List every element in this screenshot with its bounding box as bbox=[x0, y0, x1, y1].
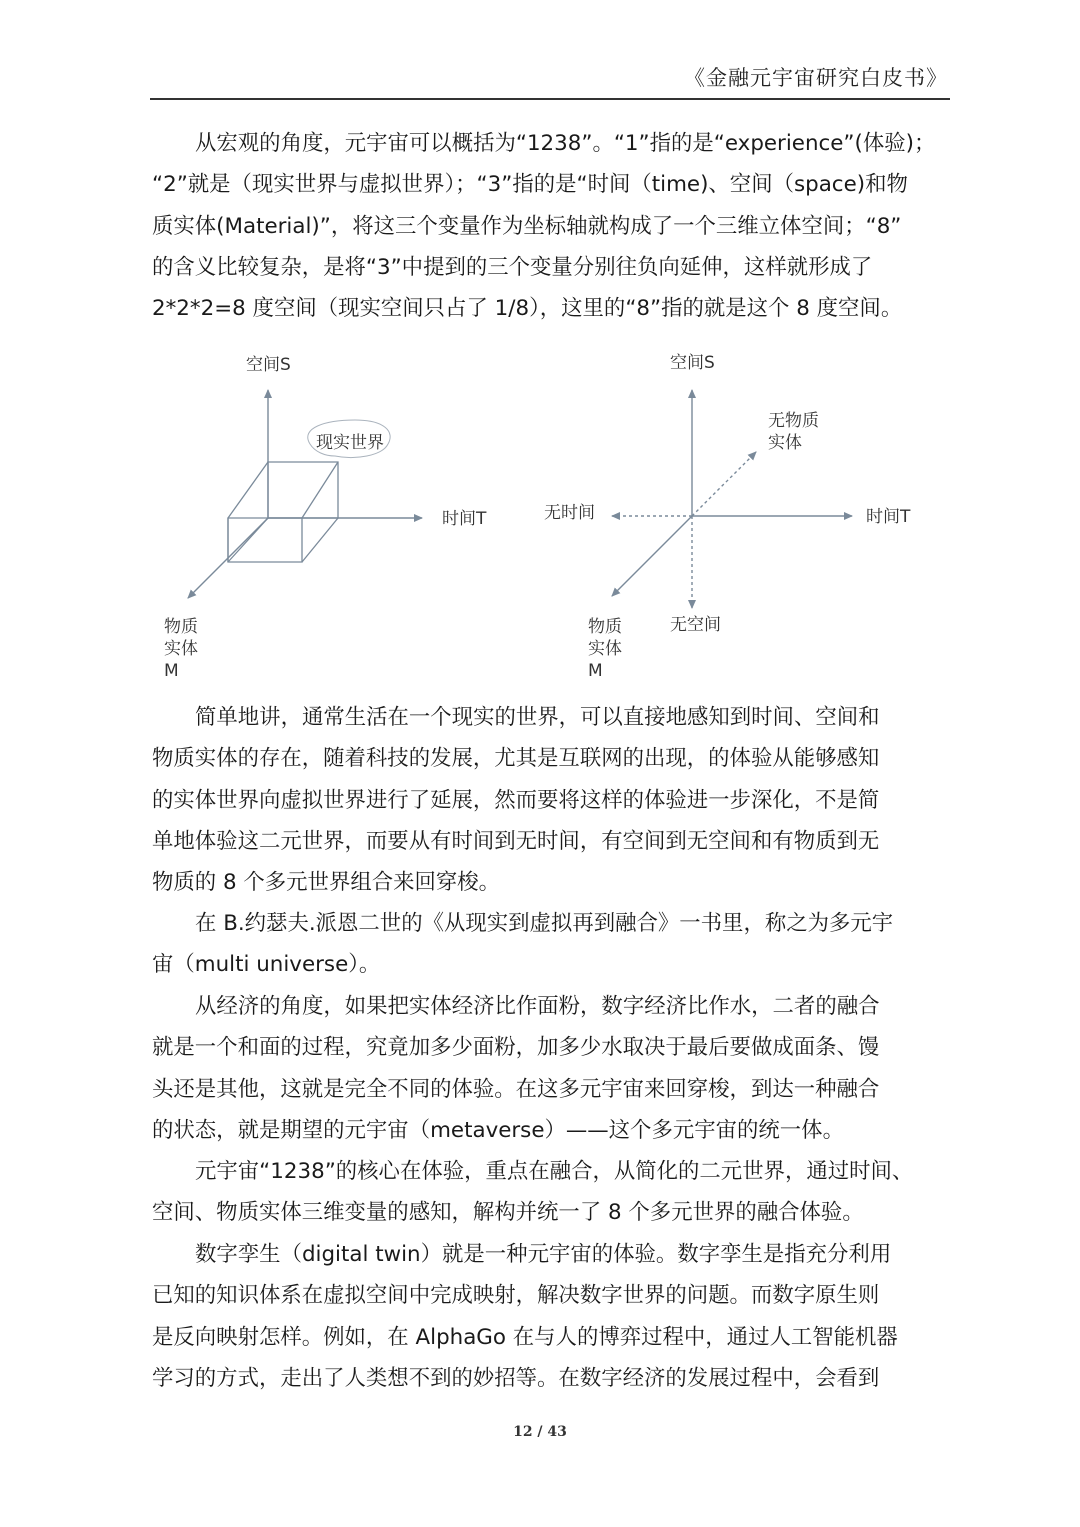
label-matter-2: 实体 bbox=[588, 639, 622, 659]
label-matter-m: M bbox=[588, 661, 603, 680]
text-line: 学习的方式，走出了人类想不到的妙招等。在数字经济的发展过程中，会看到 bbox=[152, 1365, 880, 1391]
right-matter-axis bbox=[612, 516, 692, 596]
label-matter-1: 物质 bbox=[588, 617, 622, 637]
paragraph-multi-universe bbox=[152, 903, 952, 986]
right-axes bbox=[544, 353, 911, 680]
text-line: 从宏观的角度，元宇宙可以概括为“1238”。“1”指的是“experience”(体验)； bbox=[195, 131, 936, 156]
label-time-t: 时间T bbox=[442, 509, 487, 529]
text-line: “2”就是（现实世界与虚拟世界）；“3”指的是“时间（time)、空间（space)和物 bbox=[152, 172, 908, 198]
text-line: 就是一个和面的过程，究竟加多少面粉，加多少水取决于最后要做成面条、馒 bbox=[152, 1035, 880, 1061]
text-line: 是反向映射怎样。例如，在 AlphaGo 在与人的博弈过程中，通过人工智能机器 bbox=[152, 1324, 898, 1350]
text-line: 已知的知识体系在虚拟空间中完成映射，解决数字世界的问题。而数字原生则 bbox=[152, 1283, 880, 1309]
page-number: 12 / 43 bbox=[513, 1424, 567, 1440]
text-line: 宙（multi universe）。 bbox=[152, 952, 381, 978]
text-line: 单地体验这二元世界，而要从有时间到无时间，有空间到无空间和有物质到无 bbox=[152, 828, 880, 854]
text-line: 简单地讲，通常生活在一个现实的世界，可以直接地感知到时间、空间和 bbox=[195, 705, 880, 730]
figure-3d-axes bbox=[150, 340, 950, 684]
reality-cube bbox=[228, 462, 338, 562]
text-line: 质实体(Material)”，将这三个变量作为坐标轴就构成了一个三维立体空间；“8” bbox=[152, 213, 902, 239]
text-line: 的含义比较复杂，是将“3”中提到的三个变量分别往负向延伸，这样就形成了 bbox=[152, 254, 873, 280]
text-line: 2*2*2=8 度空间（现实空间只占了 1/8），这里的“8”指的就是这个 8 度空间。 bbox=[152, 296, 903, 322]
text-line: 在 B.约瑟夫.派恩二世的《从现实到虚拟再到融合》一书里，称之为多元宇 bbox=[195, 911, 894, 936]
label-reality-world: 现实世界 bbox=[316, 433, 384, 453]
left-axes bbox=[164, 355, 487, 680]
text-line: 从经济的角度，如果把实体经济比作面粉，数字经济比作水，二者的融合 bbox=[195, 994, 880, 1019]
label-time-t: 时间T bbox=[866, 507, 911, 527]
text-line: 元宇宙“1238”的核心在体验，重点在融合，从简化的二元世界，通过时间、 bbox=[195, 1159, 914, 1184]
neg-matter-axis bbox=[692, 452, 756, 516]
paragraph-simple-explanation bbox=[152, 697, 952, 903]
axes-diagram bbox=[150, 340, 950, 680]
header-title: 《金融元宇宙研究白皮书》 bbox=[684, 66, 948, 90]
label-matter-m: M bbox=[164, 661, 179, 680]
paragraph-economy bbox=[152, 986, 952, 1151]
label-space-s: 空间S bbox=[670, 353, 715, 373]
label-matter-2: 实体 bbox=[164, 639, 198, 659]
text-line: 的状态，就是期望的元宇宙（metaverse）——这个多元宇宙的统一体。 bbox=[152, 1117, 844, 1143]
label-matter-1: 物质 bbox=[164, 617, 198, 637]
paragraph-core-1238 bbox=[152, 1151, 952, 1234]
text-line: 物质的 8 个多元世界组合来回穿梭。 bbox=[152, 870, 501, 896]
label-no-matter-1: 无物质 bbox=[768, 411, 819, 431]
text-line: 数字孪生（digital twin）就是一种元宇宙的体验。数字孪生是指充分利用 bbox=[195, 1242, 892, 1267]
header-divider bbox=[150, 98, 950, 100]
text-line: 头还是其他，这就是完全不同的体验。在这多元宇宙来回穿梭，到达一种融合 bbox=[152, 1076, 880, 1102]
text-line: 的实体世界向虚拟世界进行了延展，然而要将这样的体验进一步深化，不是简 bbox=[152, 787, 880, 813]
text-line: 物质实体的存在，随着科技的发展，尤其是互联网的出现，的体验从能够感知 bbox=[152, 746, 880, 772]
label-space-s: 空间S bbox=[246, 355, 291, 375]
paragraph-digital-twin bbox=[152, 1234, 952, 1399]
label-no-matter-2: 实体 bbox=[768, 433, 802, 453]
text-line: 空间、物质实体三维变量的感知，解构并统一了 8 个多元世界的融合体验。 bbox=[152, 1200, 864, 1226]
label-no-space: 无空间 bbox=[670, 615, 721, 635]
label-no-time: 无时间 bbox=[544, 503, 595, 523]
paragraph-1238-overview bbox=[152, 123, 952, 329]
